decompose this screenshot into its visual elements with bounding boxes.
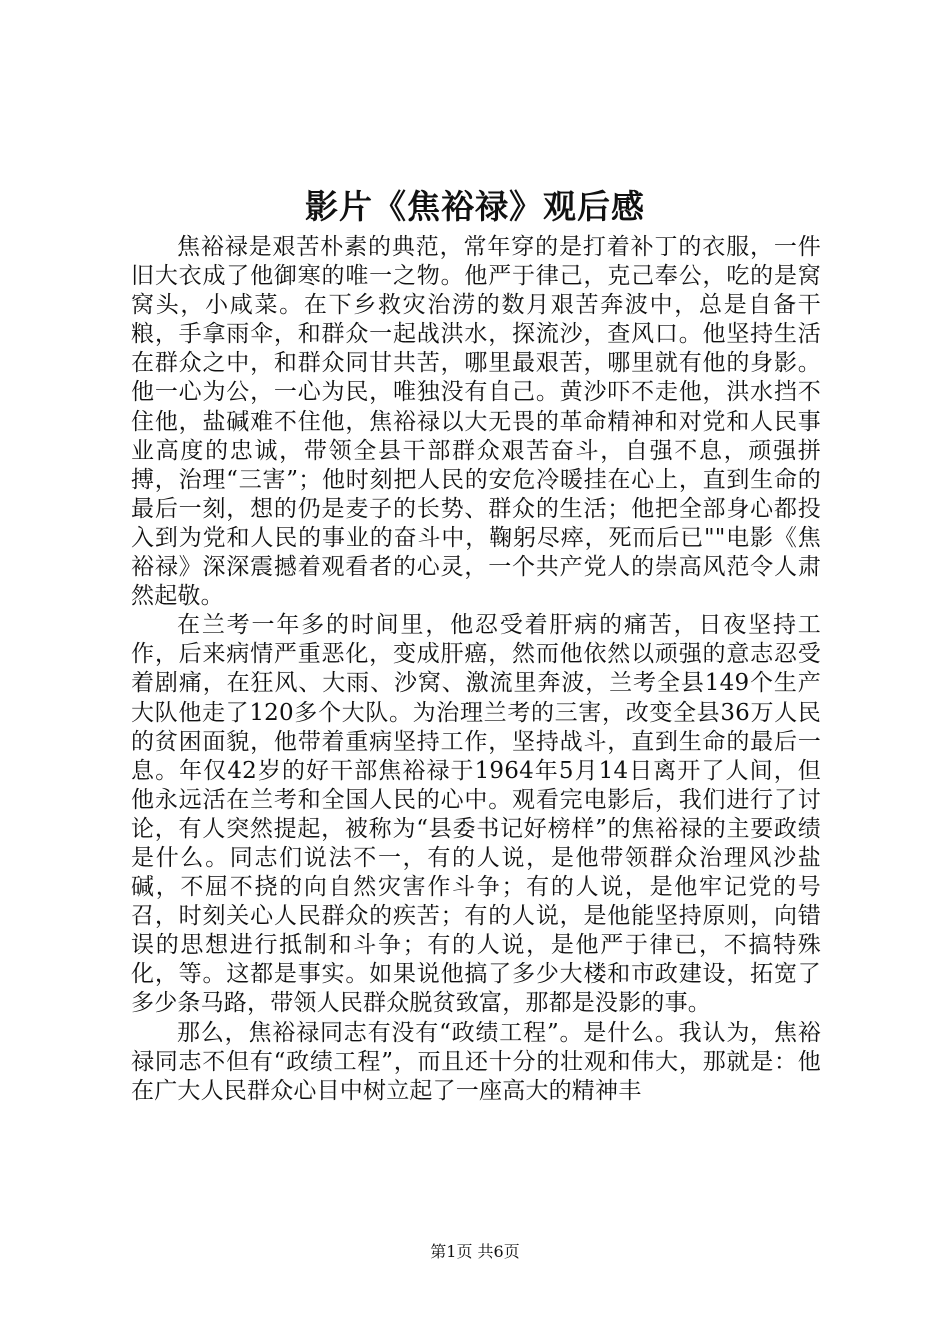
paragraph-2: 在兰考一年多的时间里，他忍受着肝病的痛苦，日夜坚持工作，后来病情严重恶化，变成肝癌，然而他依然以顽强的意志忍受着剧痛，在狂风、大雨、沙窝、激流里奔波，兰考全县149个生产大队他走了120多个大队。为治理兰考的三害，改变全县36万人民的贫困面貌，他带着重病坚持工作，坚持战斗，直到生命的最后一息。年仅42岁的好干部焦裕禄于1964年5月14日离开了人间，但他永远活在兰考和全国人民的心中。观看完电影后，我们进行了讨论，有人突然提起，被称为“县委书记好榜样”的焦裕禄的主要政绩是什么。同志们说法不一，有的人说，是他带领群众治理风沙盐碱，不屈不挠的向自然灾害作斗争；有的人说，是他牢记党的号召，时刻关心人民群众的疾苦；有的人说，是他能坚持原则，向错误的思想进行抵制和斗争；有的人说，是他严于律已，不搞特殊化，等。这都是事实。如果说他搞了多少大楼和市政建设，拓宽了多少条马路，带领人民群众脱贫致富，那都是没影的事。 <box>131 612 821 1017</box>
document-body <box>131 233 821 1106</box>
document-title: 影片《焦裕禄》观后感 <box>305 187 645 226</box>
paragraph-1: 焦裕禄是艰苦朴素的典范，常年穿的是打着补丁的衣服，一件旧大衣成了他御寒的唯一之物。他严于律己，克己奉公，吃的是窝窝头，小咸菜。在下乡救灾治涝的数月艰苦奔波中，总是自备干粮，手拿雨伞，和群众一起战洪水，探流沙，查风口。他坚持生活在群众之中，和群众同甘共苦，哪里最艰苦，哪里就有他的身影。他一心为公，一心为民，唯独没有自己。黄沙吓不走他，洪水挡不住他，盐碱难不住他，焦裕禄以大无畏的革命精神和对党和人民事业高度的忠诚，带领全县干部群众艰苦奋斗，自强不息，顽强拼搏，治理“三害”；他时刻把人民的安危冷暖挂在心上，直到生命的最后一刻，想的仍是麦子的长势、群众的生活；他把全部身心都投入到为党和人民的事业的奋斗中，鞠躬尽瘁，死而后已""电影《焦裕禄》深深震撼着观看者的心灵，一个共产党人的崇高风范令人肃然起敬。 <box>131 234 821 610</box>
page-number: 第1页 共6页 <box>430 1242 520 1261</box>
paragraph-3: 那么，焦裕禄同志有没有“政绩工程”。是什么。我认为，焦裕禄同志不但有“政绩工程”，而且还十分的壮观和伟大，那就是：他在广大人民群众心目中树立起了一座高大的精神丰 <box>131 1019 821 1104</box>
